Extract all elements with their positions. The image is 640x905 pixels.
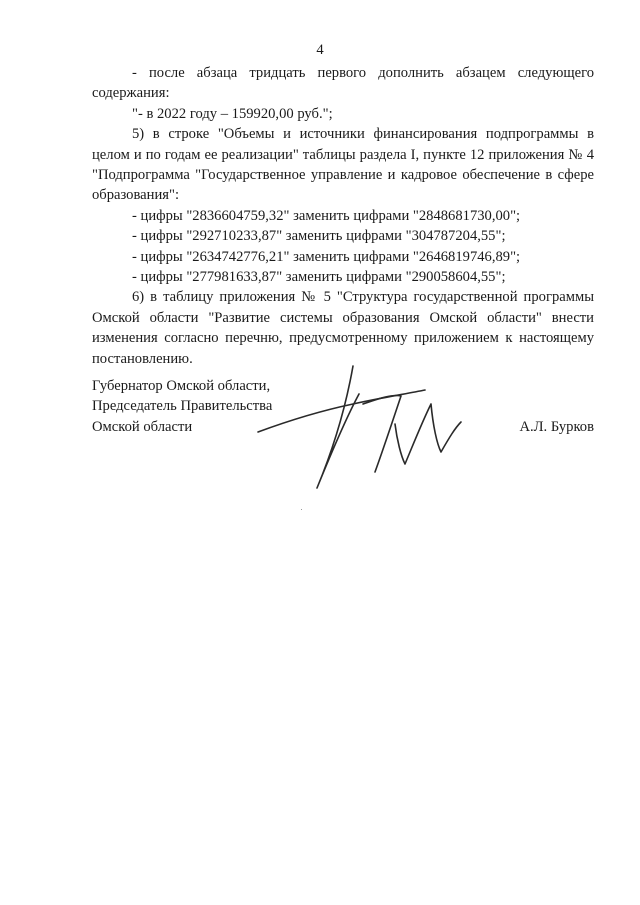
signatory-title-line: Омской области	[92, 418, 193, 435]
signatory-title-line: Председатель Правительства	[92, 398, 273, 415]
signature-stroke	[317, 366, 359, 488]
replacement-line: - цифры "277981633,87" заменить цифрами "290058604,55";	[132, 269, 506, 286]
paragraph-2022-amount: "- в 2022 году – 159920,00 руб.";	[132, 105, 333, 122]
paragraph-item-6: 6) в таблицу приложения № 5 "Структура государственной программы Омской области "Развитие системы образования Омской области" внести изменения согласно перечню, предусмотренному приложением к настоящему постановлению.	[92, 289, 594, 367]
replacement-line: - цифры "2634742776,21" заменить цифрами "2646819746,89";	[132, 248, 521, 265]
paragraph-item-5: 5) в строке "Объемы и источники финансирования подпрограммы в целом и по годам ее реализации" таблицы раздела I, пункте 12 приложения № 4 "Подпрограмма "Государственное управление и кадровое обеспечение в сфере образования":	[92, 126, 594, 204]
signature-stroke	[363, 395, 401, 472]
signatory-title-line: Губернатор Омской области,	[92, 378, 271, 394]
signatory-name: А.Л. Бурков	[519, 418, 594, 435]
handwritten-signature	[255, 360, 465, 500]
paragraph-add-abzac: - после абзаца тридцать первого дополнить абзацем следующего содержания:	[92, 65, 594, 102]
signature-stroke	[395, 404, 461, 464]
replacement-line: - цифры "2836604759,32" заменить цифрами "2848681730,00";	[132, 207, 521, 224]
document-body	[92, 63, 594, 369]
replacement-line: - цифры "292710233,87" заменить цифрами "304787204,55";	[132, 228, 506, 245]
page-number: 4	[316, 42, 324, 58]
scan-speck	[301, 509, 302, 510]
